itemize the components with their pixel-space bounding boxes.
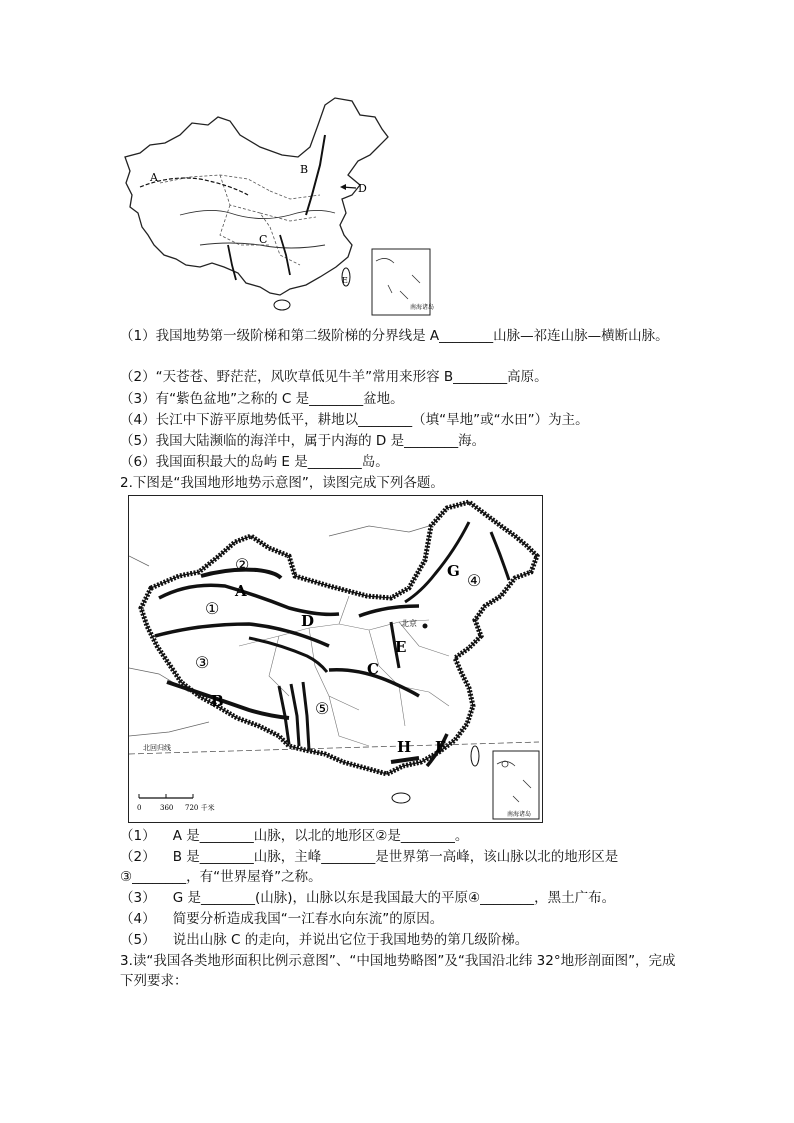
q2-item-2-cont: ③________，有“世界屋脊”之称。 bbox=[120, 869, 322, 885]
map2-label-e: E bbox=[395, 638, 407, 656]
q2-item-2: （2） B 是________山脉，主峰________是世界第一高峰，该山脉以北的地形区是 bbox=[120, 849, 619, 865]
map2-label-beijing: 北京 bbox=[401, 619, 417, 628]
map2-label-c: C bbox=[367, 660, 379, 678]
q1-item-5: （5）我国大陆濒临的海洋中，属于内海的 D 是________海。 bbox=[120, 433, 486, 449]
map2-range-h bbox=[391, 758, 419, 762]
map2-label-f: F bbox=[435, 738, 446, 756]
map1-label-d: D bbox=[358, 182, 367, 195]
map1-d-arrowhead bbox=[340, 184, 346, 190]
map2-label-h: H bbox=[397, 738, 412, 756]
map2-label-g: G bbox=[447, 562, 460, 580]
map1-label-b: B bbox=[300, 163, 309, 176]
map2-scale-end: 720 千米 bbox=[185, 804, 215, 812]
map2-taiwan bbox=[471, 746, 479, 766]
map2-drawing bbox=[129, 496, 541, 821]
map2-range-changbai bbox=[491, 532, 509, 580]
map2-label-b: B bbox=[211, 692, 224, 710]
q2-item-5: （5） 说出山脉 C 的走向，并说出它位于我国地势的第几级阶梯。 bbox=[120, 932, 529, 948]
map2-label-r5: ⑤ bbox=[315, 699, 330, 718]
map1-label-c: C bbox=[259, 233, 268, 246]
map-china-terrain-2 bbox=[128, 495, 543, 823]
map2-label-d: D bbox=[301, 612, 315, 630]
q2-title: 2.下图是“我国地形地势示意图”，读图完成下列各题。 bbox=[120, 475, 444, 491]
map2-inset-box bbox=[493, 751, 539, 819]
map2-scale-mid: 360 bbox=[160, 804, 174, 812]
map2-china-outline bbox=[141, 502, 537, 774]
map2-label-r3: ③ bbox=[195, 653, 210, 672]
map1-label-e: E bbox=[342, 276, 348, 285]
map2-label-r4: ④ bbox=[467, 571, 482, 590]
map2-scale-0: 0 bbox=[137, 804, 142, 812]
q3-line-1: 3.读“我国各类地形面积比例示意图”、“中国地势略图”及“我国沿北纬 32°地形剖面图”，完成 bbox=[120, 953, 676, 969]
map-china-terrain-1 bbox=[120, 95, 440, 317]
map2-label-tropic: 北回归线 bbox=[143, 744, 171, 752]
map1-inset-label: 南海诸岛 bbox=[410, 304, 435, 311]
map1-label-a: A bbox=[150, 171, 158, 184]
q1-item-3: （3）有“紫色盆地”之称的 C 是________盆地。 bbox=[120, 391, 404, 407]
map2-hainan bbox=[392, 793, 410, 803]
map1-mountain-b bbox=[306, 135, 325, 215]
q3-line-2: 下列要求： bbox=[120, 973, 188, 989]
map2-label-a: A bbox=[235, 582, 247, 600]
map1-drawing bbox=[120, 95, 440, 317]
map2-range-yinshan bbox=[359, 606, 419, 616]
map1-china-outline bbox=[125, 98, 388, 295]
map2-label-r1: ① bbox=[205, 599, 220, 618]
map2-label-r2: ② bbox=[235, 555, 250, 574]
q1-item-1: （1）我国地势第一级阶梯和第二级阶梯的分界线是 A________山脉—祁连山脉—横断山脉。 bbox=[120, 328, 669, 344]
q2-item-3: （3） G 是________(山脉)，山脉以东是我国最大的平原④________，黑土广布。 bbox=[120, 890, 616, 906]
map2-inset-label: 南海诸岛 bbox=[507, 811, 532, 818]
q1-item-6: （6）我国面积最大的岛屿 E 是________岛。 bbox=[120, 454, 389, 470]
q2-item-1: （1） A 是________山脉，以北的地形区②是________。 bbox=[120, 828, 469, 844]
map1-province-borders bbox=[160, 175, 320, 265]
map1-rivers bbox=[180, 210, 335, 248]
map2-range-tianshan bbox=[159, 585, 339, 614]
q1-item-2: （2）“天苍苍、野茫茫，风吹草低见牛羊”常用来形容 B________高原。 bbox=[120, 369, 548, 385]
q1-item-4: （4）长江中下游平原地势低平，耕地以________（填“旱地”或“水田”）为主。 bbox=[120, 412, 589, 428]
map1-hainan bbox=[274, 300, 290, 310]
map2-beijing-dot bbox=[423, 624, 428, 629]
q2-item-4: （4） 简要分析造成我国“一江春水向东流”的原因。 bbox=[120, 911, 444, 927]
